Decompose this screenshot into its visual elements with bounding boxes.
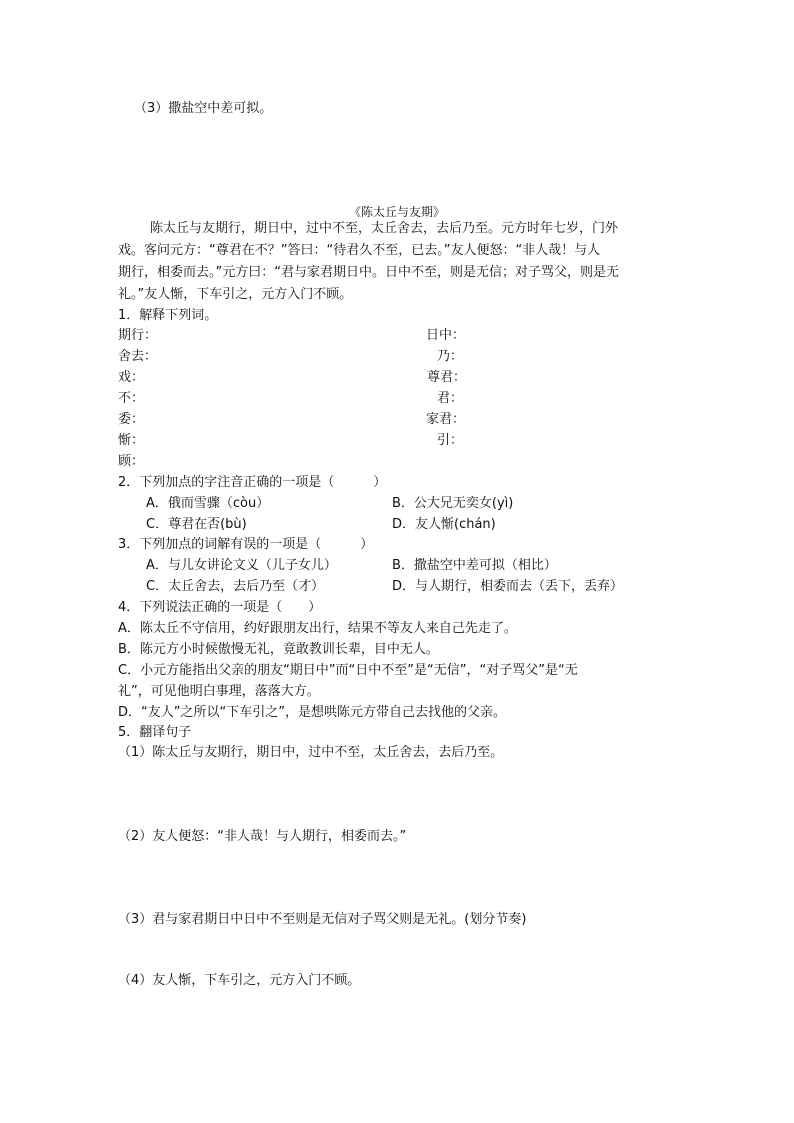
word-item: 君： — [437, 391, 464, 406]
word-item: 惭： — [118, 433, 145, 448]
passage-line-2: 戏。客问元方：“尊君在不？”答曰：“待君久不至，已去。”友人便怒：“非人哉！与人 — [118, 243, 601, 258]
question-2-title: 2．下列加点的字注音正确的一项是（ ） — [118, 475, 387, 490]
word-item: 引： — [437, 433, 464, 448]
question-3-title: 3．下列加点的词解有误的一项是（ ） — [118, 537, 374, 552]
previous-question-item: （3）撒盐空中差可拟。 — [134, 101, 273, 116]
translation-sentence-2: （2）友人便怒：“非人哉！与人期行，相委而去。” — [118, 829, 407, 844]
word-item: 家君： — [426, 412, 466, 427]
option-a: A．与儿女讲论文义（儿子女儿） — [146, 558, 337, 573]
option-a: A．陈太丘不守信用，约好跟朋友出行，结果不等友人来自己先走了。 — [118, 621, 517, 636]
passage-line-1: 陈太丘与友期行，期日中，过中不至，太丘舍去，去后乃至。元方时年七岁，门外 — [150, 221, 619, 236]
option-c: C．尊君在否(bù) — [146, 517, 247, 532]
word-item: 舍去： — [118, 349, 158, 364]
translation-sentence-3: （3）君与家君期日中日中不至则是无信对子骂父则是无礼。(划分节奏) — [118, 912, 527, 927]
option-c: C．小元方能指出父亲的朋友“期日中”而“日中不至”是“无信”，“对子骂父”是“无 — [118, 663, 578, 678]
word-item: 戏： — [118, 370, 145, 385]
word-item: 委： — [118, 412, 145, 427]
option-c-continued: 礼”，可见他明白事理，落落大方。 — [118, 684, 320, 699]
word-item: 顾： — [118, 454, 145, 469]
option-b: B．撒盐空中差可拟（相比） — [392, 558, 557, 573]
option-a: A．俄而雪骤（còu） — [146, 496, 270, 511]
passage-line-4: 礼。”友人惭，下车引之，元方入门不顾。 — [118, 287, 353, 302]
passage-line-3: 期行，相委而去。”元方曰：“君与家君期日中。日中不至，则是无信；对子骂父，则是无 — [118, 265, 619, 280]
word-item: 乃： — [437, 349, 464, 364]
option-b: B．公大兄无奕女(yì) — [392, 496, 514, 511]
option-b: B．陈元方小时候傲慢无礼，竟敢教训长辈，目中无人。 — [118, 642, 439, 657]
translation-sentence-1: （1）陈太丘与友期行，期日中，过中不至，太丘舍去，去后乃至。 — [118, 745, 504, 760]
word-item: 期行： — [118, 328, 158, 343]
option-d: D．友人惭(chán) — [392, 517, 496, 532]
question-1-title: 1．解释下列词。 — [118, 308, 218, 323]
option-c: C．太丘舍去，去后乃至（才） — [146, 579, 325, 594]
word-item: 日中： — [426, 328, 466, 343]
word-item: 不： — [118, 391, 145, 406]
passage-title: 《陈太丘与友期》 — [348, 205, 445, 219]
word-item: 尊君： — [427, 370, 467, 385]
translation-sentence-4: （4）友人惭，下车引之，元方入门不顾。 — [118, 973, 361, 988]
option-d: D．与人期行，相委而去（丢下，丢弃） — [392, 579, 624, 594]
option-d: D．“友人”之所以“下车引之”，是想哄陈元方带自己去找他的父亲。 — [118, 705, 506, 720]
question-5-title: 5．翻译句子 — [118, 725, 192, 740]
question-4-title: 4．下列说法正确的一项是（ ） — [118, 600, 322, 615]
